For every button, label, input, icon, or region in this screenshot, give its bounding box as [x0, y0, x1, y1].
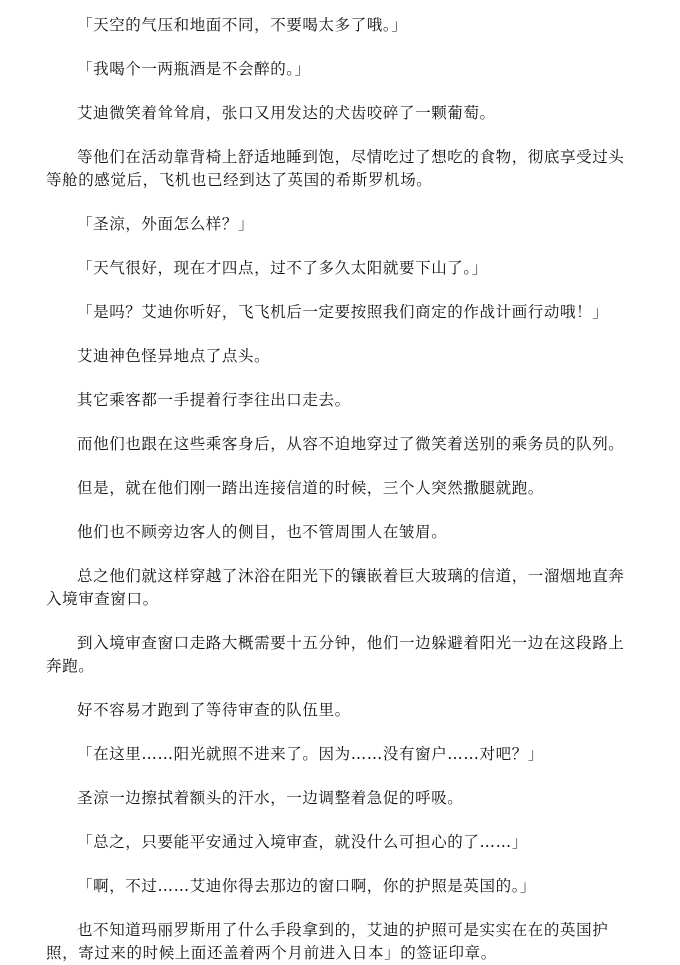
- paragraph-gap: [46, 412, 640, 433]
- paragraph-gap: [46, 236, 640, 257]
- paragraph: 而他们也跟在这些乘客身后，从容不迫地穿过了微笑着送别的乘务员的队列。: [77, 435, 625, 453]
- paragraph: 艾迪神色怪异地点了点头。: [77, 347, 271, 365]
- paragraph: 「圣涼，外面怎么样？」: [77, 215, 255, 233]
- paragraph: 好不容易才跑到了等待审查的队伍里。: [77, 701, 351, 719]
- paragraph: 其它乘客都一手提着行李往出口走去。: [77, 391, 351, 409]
- paragraph: 到入境审查窗口走路大概需要十五分钟，他们一边躲避着阳光一边在这段路上奔跑。: [46, 634, 625, 675]
- paragraph-gap: [46, 500, 640, 521]
- paragraph-gap: [46, 37, 640, 58]
- paragraph-gap: [46, 368, 640, 389]
- paragraph: 「啊，不过……艾迪你得去那边的窗口啊，你的护照是英国的。」: [77, 877, 537, 895]
- paragraph: 圣涼一边擦拭着额头的汗水，一边调整着急促的呼吸。: [77, 789, 464, 807]
- paragraph-gap: [46, 898, 640, 919]
- paragraph-gap: [46, 611, 640, 632]
- paragraph: 「总之，只要能平安通过入境审查，就没什么可担心的了……」: [77, 833, 528, 851]
- paragraph: 「是吗？艾迪你听好，飞飞机后一定要按照我们商定的作战计画行动哦！」: [77, 303, 609, 321]
- paragraph-gap: [46, 280, 640, 301]
- paragraph: 总之他们就这样穿越了沐浴在阳光下的镶嵌着巨大玻璃的信道，一溜烟地直奔入境审查窗口。: [46, 567, 625, 608]
- paragraph: 「天空的气压和地面不同，不要喝太多了哦。」: [77, 16, 408, 34]
- paragraph-gap: [46, 544, 640, 565]
- paragraph-gap: [46, 766, 640, 787]
- paragraph: 也不知道玛丽罗斯用了什么手段拿到的，艾迪的护照可是实实在在的英国护照，寄过来的时候上面还盖着两个月前进入日本」的签证印章。: [46, 921, 609, 962]
- paragraph-gap: [46, 678, 640, 699]
- paragraph-gap: [46, 125, 640, 146]
- paragraph: 他们也不顾旁边客人的侧目，也不管周围人在皱眉。: [77, 523, 448, 541]
- paragraph: 「天气很好，现在才四点，过不了多久太阳就要下山了。」: [77, 259, 488, 277]
- paragraph-gap: [46, 324, 640, 345]
- paragraph-gap: [46, 854, 640, 875]
- paragraph: 艾迪微笑着耸耸肩，张口又用发达的犬齿咬碎了一颗葡萄。: [77, 104, 496, 122]
- paragraph-gap: [46, 810, 640, 831]
- paragraph: 但是，就在他们刚一踏出连接信道的时候，三个人突然撒腿就跑。: [77, 479, 544, 497]
- paragraph-gap: [46, 722, 640, 743]
- paragraph: 「我喝个一两瓶酒是不会醉的。」: [77, 60, 311, 78]
- paragraph-gap: [46, 81, 640, 102]
- paragraph-gap: [46, 456, 640, 477]
- paragraph: 「在这里……阳光就照不进来了。因为……没有窗户……对吧？」: [77, 745, 544, 763]
- paragraph: 等他们在活动靠背椅上舒适地睡到饱，尽情吃过了想吃的食物，彻底享受过头等舱的感觉后，飞机也已经到达了英国的希斯罗机场。: [46, 148, 625, 189]
- paragraph-gap: [46, 192, 640, 213]
